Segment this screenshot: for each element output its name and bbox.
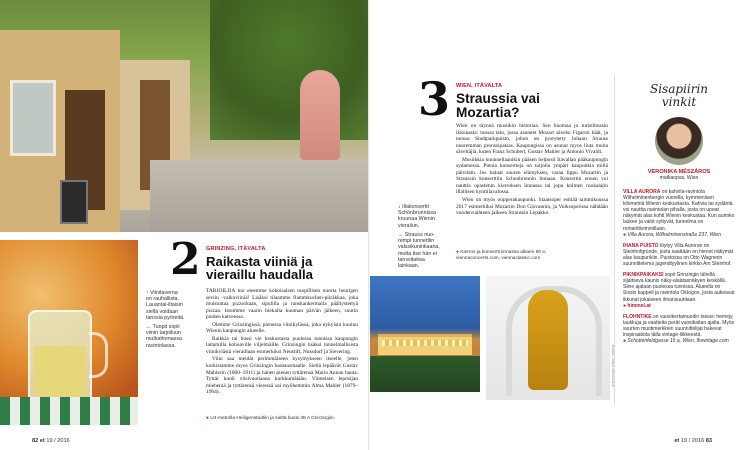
caption-line: ↓ Illakonsertit (398, 204, 429, 210)
section-number-2: 2 (170, 234, 201, 285)
tip-web: himmel.at (627, 302, 651, 309)
section2-headline (206, 255, 313, 281)
caption-line: valssikuninkaana, (398, 244, 440, 251)
caption-line: mutkattomassa (146, 336, 182, 343)
insider-tips-sidebar (614, 75, 735, 405)
tip-block (623, 314, 735, 344)
strauss-statue-photo (486, 276, 610, 400)
tip-bullet: ● (623, 302, 627, 309)
guide-role: matkaopas, Wien (659, 175, 699, 181)
tip-lead: PIKNIKPAIKAKSI (623, 272, 664, 279)
body-paragraph: Raikkia tai bussi vie keskustasta puolessa tunnissa kaupungin laitamilla kohoaville viljelmäille. Grinzingin lisäksi tunnelmallisista viinikylästä vieraillaan esimerkiksi Neustift, Nussdorf ja Sievering. (206, 335, 358, 355)
caption-line: on rauhallista. (146, 296, 179, 303)
tip-block (623, 189, 735, 238)
caption-strauss (398, 232, 450, 269)
section2-info (206, 416, 366, 422)
caption-schonbrunn (398, 204, 450, 229)
section3-body (456, 123, 608, 245)
body-paragraph: Wien on täynnä musiikin historiaa. Sen huomaa jo turistibussin ikkunasta: tuossa talo, jossa asuneet Mozart sävelsi Figaron häät, ja tuossa Stadtparkpuisto, johon on pystytetty Johann Strauss nuoremman pronssipatsas. Kaupungissa on asunut myos liuta muita säveltäjiä, kuten Franz Schubert, Gustav Mahler ja Antonio Vivaldi. (456, 123, 608, 156)
caption-line: viinin tarjoiluun (146, 330, 182, 337)
info-bullet: ● (206, 416, 209, 421)
section3-info (456, 250, 608, 262)
golden-statue (528, 290, 568, 390)
sidebar-title-line: Sisapiirin (649, 82, 709, 96)
wine-glass-photo (0, 240, 138, 425)
issue-number: 19 / 2016 (46, 438, 70, 444)
tip-text: on vuosikertamuodin taivas: hemejy, laukkuja ja vaatteita perät vuosikaitan ajalta. Myös suurten muotimerkkien suunnittelijat hakevat inspiraatiota tälla vintage-liikkeestä. (623, 313, 735, 338)
body-paragraph: Wien on myös oopperakaupunki. Staatsoper esittää tammikuussa 2017 esimerkiksi Mozartin Don Giovannin, ja Volksoperissa nähdään vuodenvaihteen jalkeen Straussin Lepakko. (456, 197, 608, 217)
wine-mug (28, 310, 92, 404)
palace-lights (382, 340, 468, 346)
magazine-name: et (39, 438, 45, 444)
sidebar-title (623, 83, 735, 109)
tip-address: Schottenfeldgasse 15 a, Wien, flowntage.com (627, 338, 729, 345)
info-text: U4-metrolla Heiligenstadtiin ja sieltä bussi 38 A Grinzingiin. (210, 416, 336, 421)
caption-line: kruunaa Wienin (398, 216, 435, 223)
page-number: 83 (705, 438, 712, 444)
tip-text: löytyy Villa Auroran on Steinhofgründe, josta saattään on hienot näkymät alas kaupunkiin. Puistossa on Otto Wagnerin suunnittelema jugendtyylinen kirkko Am Steinhof. (623, 242, 734, 268)
body-paragraph: TARJOILIJA tuo eteemme kokoisalsen tuopillisen nuorta heurigen seviin -valkoviiniä! Lisäksi tilaamme flammkuchen-piiräkkaa, joka muistuttaa pizzoiltaan, sipulilla ja ranskankermalla päällystettyä pizzaa. Istuimme vaarin hiekalla kuuman päivän jälkeen, suurin puiden katveessa. (206, 288, 358, 321)
avatar (655, 117, 703, 165)
headline-line: vieraillu haudalla (206, 267, 314, 283)
tip-bullet: ● (623, 338, 627, 345)
caption-line: ↑ Viinitaverna (146, 290, 178, 296)
page-number: 82 (32, 438, 39, 444)
photo-credit: KUVAT: SHUTTERSTOCK (611, 345, 615, 388)
info-links: viennaconcerts.com, viennaclassic.com (456, 256, 541, 261)
caption-line: mutta itse hän ei (398, 250, 437, 257)
headline-line: Raikasta viiniä ja (206, 254, 313, 269)
headline-line: Mozartia? (456, 104, 520, 120)
issue-number: 19 / 2016 (680, 438, 705, 444)
palace-garden (370, 356, 480, 392)
caption-line: vierailun. (398, 222, 420, 229)
section3-headline (456, 92, 540, 119)
tip-lead: FLOHNTIKE (623, 313, 652, 320)
caption-line: lainkaan. (398, 263, 420, 270)
section2-body (206, 288, 358, 406)
white-wine (34, 346, 86, 396)
caption-line: siellä voidaan (146, 308, 179, 315)
parasol (300, 70, 340, 160)
magazine-name: et (674, 438, 680, 444)
caption-line: Lauantai-iltaisin (146, 302, 183, 309)
caption-line: tanssia pyöreitä. (146, 314, 185, 321)
sidebar-title-line: vinkit (661, 95, 697, 109)
tip-text: on kahvila-ravintola Wilhelminenbergin vuorella, kymmenisen kilometriä Wienin keskustasta. Kahvia tai sydäntä voi nauttia ravintolan pihalla, josta on upeat näkymät alas kohti Wienin keskustaa. Kun aurinko laskee ja valot syttyvät, tunnelma on romanttisimmillaan. (623, 189, 735, 232)
info-bullet: ● (456, 250, 459, 255)
tip-lead: VILLA AURORA (623, 189, 661, 195)
caption-line: ← Tuopit sopii (146, 324, 180, 330)
tree-foliage (210, 0, 368, 140)
body-paragraph: Musiikkia kuunnellaanikin pääsen helposti Itavallan pääkaupungin sydamessa. Pienia konsertteja on tarjolla ympäri kaupunkia millä päivitäin. Jos haluat suuren elämyksen, varaa lippu Mozartin ja Straussin konserttiin Schonbrunnin linnaan. Konsertin ennen voi nauttia opastetun kierroksen linnassa tai jopa kolmen ruokalajin illallisen kynttilavalossa. (456, 156, 608, 196)
section3-kicker: WIEN, ITÄVALTA (456, 83, 503, 89)
section2-kicker: GRINZING, ITÄVALTA (206, 246, 266, 252)
headline-line: Straussia vai (456, 91, 540, 106)
checkered-tablecloth (0, 397, 138, 425)
info-text: Kierros ja konsertti linnassa alkaen 60 e, (460, 250, 547, 255)
schonbrunn-palace-photo (370, 276, 480, 392)
caption-tavern (146, 290, 198, 321)
cobblestone-street (150, 160, 368, 232)
tip-bullet: ● (623, 231, 627, 238)
menu-board (60, 180, 88, 224)
body-paragraph: Viini saa meidät perimmäiseen kysymykseen itseelle, joten kurkistamme myos Grinzingin hautausmaalle. Siellä lepäävät Gustav Mahlerin (1860–1911) ja hänen pienen tyttärensä Maria Annan hauta. Tyttär kuoli viisivuotiaana kurkkumätään. Viimeisen leposijan mieheniä ja tyttärensä vieressä sai myöhemmin Alma Mahler (1879–1964). (206, 356, 358, 396)
tip-lead: IHANA PUISTO (623, 242, 659, 249)
window (10, 80, 56, 156)
caption-line: Schönbrunnissa (398, 210, 436, 217)
caption-line: rempi tunnettiin (398, 238, 435, 245)
caption-line: tanssitaitaa (398, 256, 425, 263)
tip-text: sopii Grinzingin lähellä sijaitseva kaunis näky-alaätasnäkyen keskällä. Siine ajalaan puolessa tunnissa. Alueella on Sissin kappeli ja ravintola Oktogon, josta aukeavat ikkunat jokaiseen ilmansuuntaan. (623, 272, 735, 303)
street-photo (0, 0, 368, 232)
caption-line: → Strauss nuo- (398, 232, 435, 238)
body-paragraph: Olemme Grinzingissä, pienessa viinikylässä, joka nykyisin kuuluu Wienin kaupungin alueelle. (206, 321, 358, 335)
tip-block (623, 272, 735, 309)
caption-mugs (146, 324, 198, 349)
section-number-3: 3 (418, 72, 451, 126)
folio-left (32, 438, 70, 444)
guide-name: VERONIKA MÉSZÁROS (647, 169, 711, 175)
folio-right (674, 438, 712, 444)
mug-handle (89, 332, 108, 378)
tip-block (623, 243, 735, 267)
tip-address: Villa Aurora, Wilhelminenstraße 237, Wien (627, 231, 721, 238)
caption-line: ravintolassa. (146, 342, 176, 349)
